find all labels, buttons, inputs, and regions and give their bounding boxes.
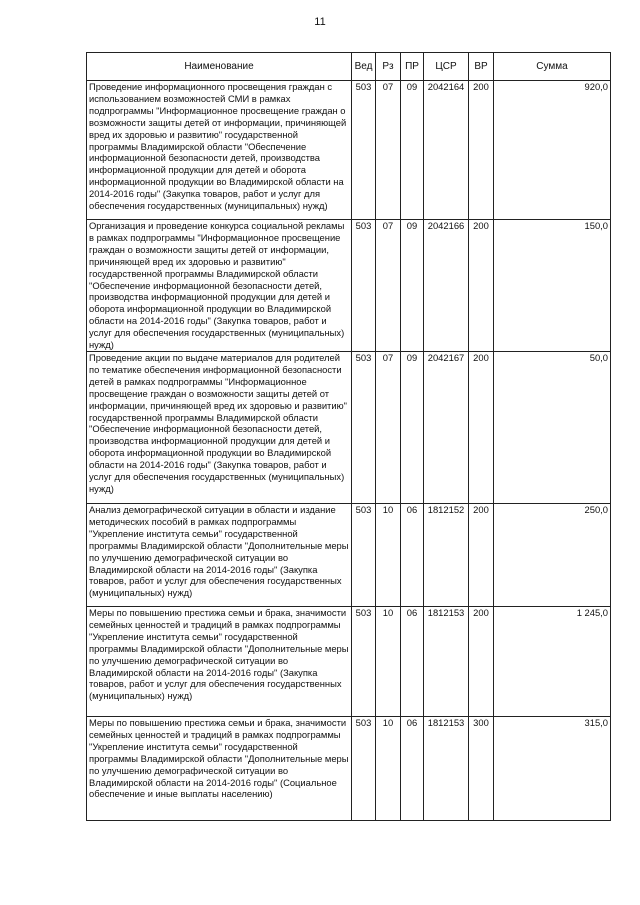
- header-vr: ВР: [469, 53, 494, 81]
- row-csr: 1812153: [424, 716, 469, 820]
- row-ved: 503: [352, 716, 376, 820]
- row-csr: 2042167: [424, 351, 469, 503]
- row-ved: 503: [352, 606, 376, 716]
- row-ved: 503: [352, 220, 376, 352]
- row-name: Меры по повышению престижа семьи и брака, значимости семейных ценностей и традиций в рамках подпрограммы "Укрепление института семьи" государственной программы Владимирской области "Дополнительные меры по улучшению демографической ситуации во Владимирской области на 2014-2016 годы" (Закупка товаров, работ и услуг для обеспечения государственных (муниципальных) нужд): [87, 606, 352, 716]
- row-vr: 200: [469, 351, 494, 503]
- row-sum: 250,0: [494, 503, 611, 606]
- row-csr: 2042166: [424, 220, 469, 352]
- row-vr: 200: [469, 220, 494, 352]
- row-sum: 920,0: [494, 81, 611, 220]
- table-row: [87, 351, 611, 503]
- header-name: Наименование: [87, 53, 352, 81]
- row-csr: 2042164: [424, 81, 469, 220]
- row-name: Организация и проведение конкурса социальной рекламы в рамках подпрограммы "Информационное просвещение граждан о возможности защиты детей от информации, причиняющей вред их здоровью и развитию" государственной программы Владимирской области "Обеспечение информационной безопасности детей, производства информационной продукции для детей и оборота информационной продукции во Владимирской области на 2014-2016 годы" (Закупка товаров, работ и услуг для обеспечения государственных (муниципальных) нужд): [87, 220, 352, 352]
- row-vr: 200: [469, 81, 494, 220]
- table-row: [87, 716, 611, 820]
- table-row: [87, 606, 611, 716]
- table-row: [87, 81, 611, 220]
- row-rz: 10: [376, 503, 401, 606]
- row-vr: 200: [469, 606, 494, 716]
- header-row: [87, 53, 611, 81]
- row-sum: 150,0: [494, 220, 611, 352]
- page-number: 11: [314, 16, 326, 28]
- row-ved: 503: [352, 351, 376, 503]
- row-pr: 06: [401, 716, 424, 820]
- table-row: [87, 220, 611, 352]
- row-name: Проведение акции по выдаче материалов для родителей по тематике обеспечения информационной безопасности детей в рамках подпрограммы "Информационное просвещение граждан о возможности защиты детей от информации, причиняющей вред их здоровью и развитию" государственной программы Владимирской области "Обеспечение информационной безопасности детей, производства информационной продукции для детей и оборота информационной продукции во Владимирской области на 2014-2016 годы" (Закупка товаров, работ и услуг для обеспечения государственных (муниципальных) нужд): [87, 351, 352, 503]
- row-pr: 09: [401, 81, 424, 220]
- row-rz: 07: [376, 220, 401, 352]
- row-name: Меры по повышению престижа семьи и брака, значимости семейных ценностей и традиций в рамках подпрограммы "Укрепление института семьи" государственной программы Владимирской области "Дополнительные меры по улучшению демографической ситуации во Владимирской области на 2014-2016 годы" (Социальное обеспечение и иные выплаты населению): [87, 716, 352, 820]
- header-csr: ЦСР: [424, 53, 469, 81]
- row-pr: 09: [401, 351, 424, 503]
- row-pr: 06: [401, 606, 424, 716]
- row-vr: 200: [469, 503, 494, 606]
- row-csr: 1812152: [424, 503, 469, 606]
- row-name: Анализ демографической ситуации в области и издание методических пособий в рамках подпрограммы "Укрепление института семьи" государственной программы Владимирской области "Дополнительные меры по улучшению демографической ситуации во Владимирской области на 2014-2016 годы" (Закупка товаров, работ и услуг для обеспечения государственных (муниципальных) нужд): [87, 503, 352, 606]
- row-name: Проведение информационного просвещения граждан с использованием возможностей СМИ в рамках подпрограммы "Информационное просвещение граждан о возможности защиты детей от информации, причиняющей вред их здоровью и развитию" государственной программы Владимирской области "Обеспечение информационной безопасности детей, производства информационной продукции для детей и оборота информационной продукции во Владимирской области на 2014-2016 годы" (Закупка товаров, работ и услуг для обеспечения государственных (муниципальных) нужд): [87, 81, 352, 220]
- row-rz: 07: [376, 351, 401, 503]
- row-sum: 50,0: [494, 351, 611, 503]
- header-sum: Сумма: [494, 53, 611, 81]
- row-pr: 06: [401, 503, 424, 606]
- row-vr: 300: [469, 716, 494, 820]
- row-csr: 1812153: [424, 606, 469, 716]
- row-ved: 503: [352, 81, 376, 220]
- row-sum: 1 245,0: [494, 606, 611, 716]
- header-pr: ПР: [401, 53, 424, 81]
- row-rz: 07: [376, 81, 401, 220]
- row-rz: 10: [376, 606, 401, 716]
- row-sum: 315,0: [494, 716, 611, 820]
- row-rz: 10: [376, 716, 401, 820]
- header-rz: Рз: [376, 53, 401, 81]
- budget-table: [86, 52, 611, 821]
- row-ved: 503: [352, 503, 376, 606]
- header-ved: Вед: [352, 53, 376, 81]
- table-row: [87, 503, 611, 606]
- row-pr: 09: [401, 220, 424, 352]
